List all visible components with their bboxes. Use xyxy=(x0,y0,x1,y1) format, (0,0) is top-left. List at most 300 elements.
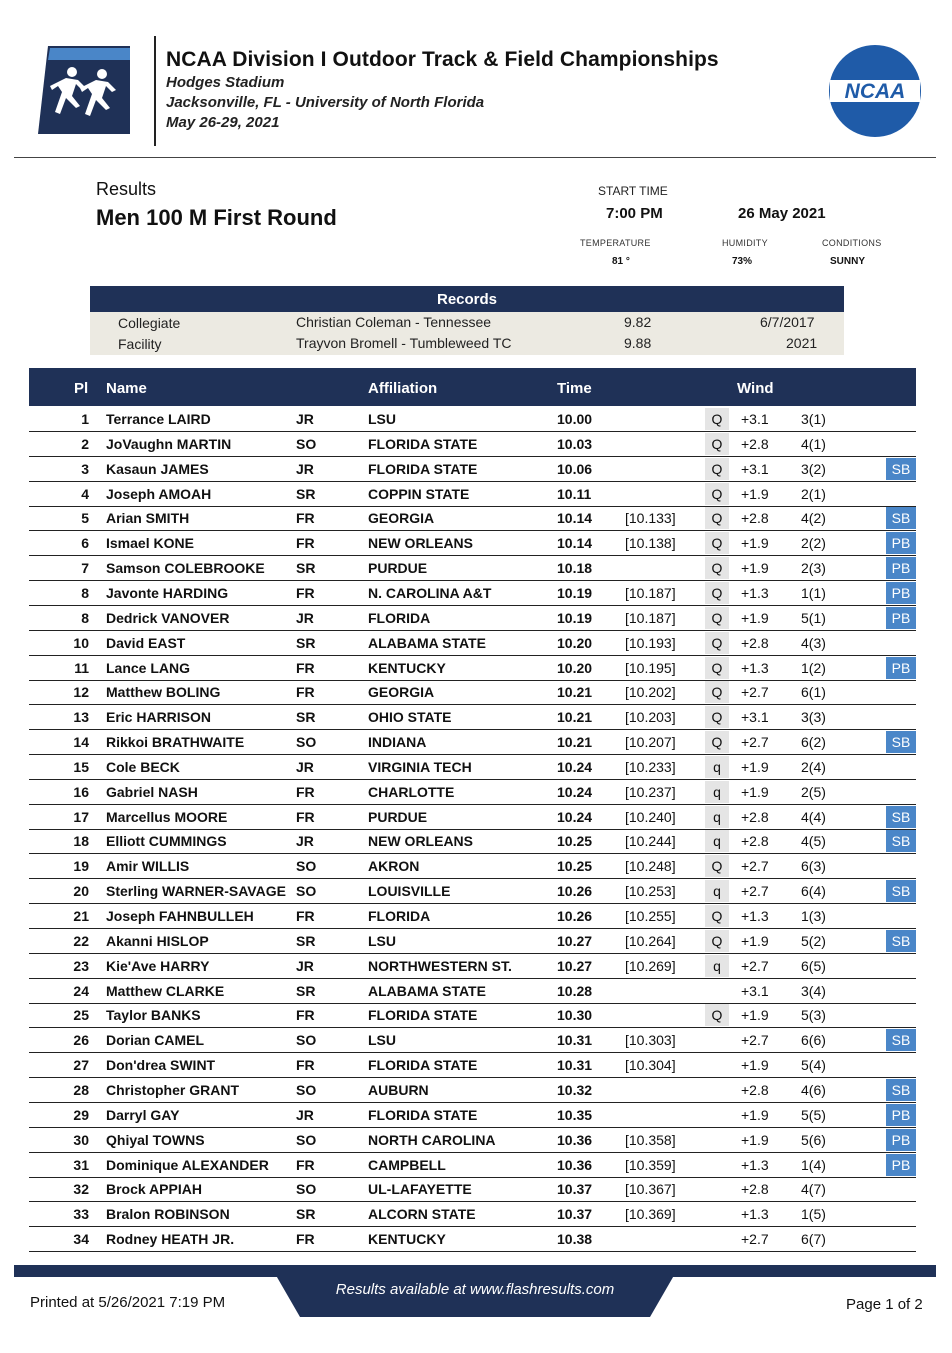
place: 5 xyxy=(81,510,89,527)
class-year: JR xyxy=(296,957,314,974)
raw-time: [10.304] xyxy=(625,1057,676,1074)
time: 10.25 xyxy=(557,833,593,850)
qualifier: q xyxy=(705,781,729,803)
time: 10.00 xyxy=(557,411,593,427)
record-badge: PB xyxy=(886,657,916,679)
class-year: FR xyxy=(296,1156,315,1173)
qualifier: Q xyxy=(705,632,729,654)
athlete-name: Dedrick VANOVER xyxy=(106,609,230,626)
table-row xyxy=(29,1177,916,1202)
class-year: SR xyxy=(296,634,316,651)
athlete-name: Akanni HISLOP xyxy=(106,932,209,949)
table-row xyxy=(29,780,916,805)
affiliation: NORTHWESTERN ST. xyxy=(368,957,512,974)
time: 10.30 xyxy=(557,1007,593,1024)
class-year: FR xyxy=(296,1007,315,1024)
heat-place: 4(7) xyxy=(801,1181,826,1198)
table-row xyxy=(29,1153,916,1178)
location: Jacksonville, FL - University of North Florida xyxy=(166,94,485,111)
time: 10.20 xyxy=(557,634,593,651)
time: 10.37 xyxy=(557,1181,593,1198)
place: 24 xyxy=(73,982,89,999)
wind: +2.7 xyxy=(741,858,769,875)
athlete-name: Christopher GRANT xyxy=(106,1081,239,1098)
place: 1 xyxy=(81,411,89,427)
wind: +1.9 xyxy=(741,758,769,775)
venue: Hodges Stadium xyxy=(166,74,285,91)
place: 21 xyxy=(73,908,89,924)
affiliation: FLORIDA STATE xyxy=(368,435,478,452)
place: 10 xyxy=(73,634,89,651)
record-badge: PB xyxy=(886,532,916,554)
wind: +1.3 xyxy=(741,908,769,924)
raw-time: [10.303] xyxy=(625,1032,676,1049)
wind: +1.9 xyxy=(741,1106,769,1123)
class-year: SR xyxy=(296,982,316,999)
table-row xyxy=(29,755,916,780)
raw-time: [10.359] xyxy=(625,1156,676,1173)
place: 22 xyxy=(73,932,89,949)
class-year: JR xyxy=(296,460,314,477)
place: 23 xyxy=(73,957,89,974)
affiliation: OHIO STATE xyxy=(368,709,452,726)
wind: +2.7 xyxy=(741,734,769,751)
raw-time: [10.195] xyxy=(625,659,676,676)
record-badge: SB xyxy=(886,880,916,902)
time: 10.32 xyxy=(557,1081,593,1098)
athlete-name: Qhiyal TOWNS xyxy=(106,1131,205,1148)
wind: +2.8 xyxy=(741,510,769,527)
affiliation: KENTUCKY xyxy=(368,659,446,676)
raw-time: [10.133] xyxy=(625,510,676,527)
heat-place: 5(3) xyxy=(801,1007,826,1024)
time: 10.14 xyxy=(557,510,593,527)
heat-place: 5(2) xyxy=(801,932,826,949)
affiliation: LOUISVILLE xyxy=(368,883,451,900)
results-link[interactable]: Results available at www.flashresults.com xyxy=(335,1281,615,1298)
raw-time: [10.202] xyxy=(625,684,676,701)
wind: +3.1 xyxy=(741,982,769,999)
raw-time: [10.187] xyxy=(625,584,676,601)
heat-place: 6(6) xyxy=(801,1032,826,1049)
wind: +1.9 xyxy=(741,485,769,502)
record-badge: SB xyxy=(886,731,916,753)
time: 10.38 xyxy=(557,1231,593,1248)
class-year: FR xyxy=(296,783,315,800)
wind: +2.7 xyxy=(741,1231,769,1248)
time: 10.20 xyxy=(557,659,593,676)
record-badge: SB xyxy=(886,930,916,952)
conditions-label: CONDITIONS xyxy=(822,238,882,248)
class-year: SR xyxy=(296,1206,316,1223)
wind: +1.9 xyxy=(741,783,769,800)
heat-place: 6(4) xyxy=(801,883,826,900)
affiliation: AKRON xyxy=(368,858,420,875)
qualifier: Q xyxy=(705,458,729,480)
athlete-name: Rikkoi BRATHWAITE xyxy=(106,734,245,751)
table-row xyxy=(29,879,916,904)
wind: +2.7 xyxy=(741,1032,769,1049)
affiliation: CAMPBELL xyxy=(368,1156,446,1173)
wind: +2.8 xyxy=(741,808,769,825)
place: 11 xyxy=(74,659,89,676)
athlete-name: Rodney HEATH JR. xyxy=(106,1231,235,1248)
place: 33 xyxy=(73,1206,89,1223)
affiliation: PURDUE xyxy=(368,560,428,577)
qualifier: q xyxy=(705,830,729,852)
record-holder: Christian Coleman - Tennessee xyxy=(296,314,492,330)
affiliation: ALABAMA STATE xyxy=(368,634,486,651)
wind: +1.3 xyxy=(741,584,769,601)
affiliation: FLORIDA STATE xyxy=(368,460,478,477)
col-time: Time xyxy=(557,380,592,397)
wind: +1.9 xyxy=(741,1007,769,1024)
table-row xyxy=(29,954,916,979)
affiliation: FLORIDA STATE xyxy=(368,1057,478,1074)
record-badge: PB xyxy=(886,607,916,629)
heat-place: 4(4) xyxy=(801,808,826,825)
table-row xyxy=(29,581,916,606)
humidity-label: HUMIDITY xyxy=(722,238,768,248)
record-badge: SB xyxy=(886,507,916,529)
wind: +2.7 xyxy=(741,684,769,701)
athlete-name: Eric HARRISON xyxy=(106,709,212,726)
record-badge: SB xyxy=(886,1029,916,1051)
athlete-name: David EAST xyxy=(106,634,186,651)
qualifier: Q xyxy=(705,483,729,505)
class-year: FR xyxy=(296,584,315,601)
heat-place: 4(2) xyxy=(801,510,826,527)
athlete-name: Javonte HARDING xyxy=(106,584,229,601)
affiliation: N. CAROLINA A&T xyxy=(368,584,492,601)
qualifier: Q xyxy=(705,408,729,430)
raw-time: [10.248] xyxy=(625,858,676,875)
class-year: SO xyxy=(296,1032,317,1049)
heat-place: 6(2) xyxy=(801,734,826,751)
ncaa-logo-text: NCAA xyxy=(844,80,906,103)
table-row xyxy=(29,1227,916,1252)
heat-place: 6(5) xyxy=(801,957,826,974)
table-row xyxy=(29,1003,916,1028)
affiliation: FLORIDA xyxy=(368,609,431,626)
affiliation: AUBURN xyxy=(368,1081,429,1098)
table-row xyxy=(29,432,916,457)
col-affiliation: Affiliation xyxy=(368,380,438,397)
affiliation: CHARLOTTE xyxy=(368,783,455,800)
table-row xyxy=(29,1103,916,1128)
athlete-name: Sterling WARNER-SAVAGE xyxy=(106,883,286,900)
athlete-name: Ismael KONE xyxy=(106,535,194,552)
record-badge: SB xyxy=(886,458,916,480)
class-year: SR xyxy=(296,932,316,949)
place: 14 xyxy=(73,734,89,751)
affiliation: FLORIDA xyxy=(368,908,431,924)
qualifier: Q xyxy=(705,532,729,554)
athlete-name: JoVaughn MARTIN xyxy=(106,435,232,452)
class-year: SO xyxy=(296,1081,317,1098)
time: 10.19 xyxy=(557,609,593,626)
time: 10.19 xyxy=(557,584,593,601)
wind: +2.7 xyxy=(741,957,769,974)
wind: +3.1 xyxy=(741,460,769,477)
affiliation: NORTH CAROLINA xyxy=(368,1131,496,1148)
class-year: SO xyxy=(296,435,317,452)
athlete-name: Terrance LAIRD xyxy=(106,411,211,427)
raw-time: [10.253] xyxy=(625,883,676,900)
time: 10.27 xyxy=(557,932,593,949)
class-year: FR xyxy=(296,684,315,701)
wind: +2.7 xyxy=(741,883,769,900)
printed-timestamp: Printed at 5/26/2021 7:19 PM xyxy=(30,1294,226,1311)
class-year: SO xyxy=(296,858,317,875)
raw-time: [10.269] xyxy=(625,957,676,974)
championship-title: NCAA Division I Outdoor Track & Field Championships xyxy=(166,48,719,71)
affiliation: GEORGIA xyxy=(368,684,435,701)
record-badge: PB xyxy=(886,582,916,604)
class-year: SR xyxy=(296,560,316,577)
time: 10.28 xyxy=(557,982,593,999)
header-divider xyxy=(154,36,156,146)
athlete-name: Amir WILLIS xyxy=(106,858,190,875)
place: 25 xyxy=(73,1007,89,1024)
class-year: FR xyxy=(296,1231,315,1248)
time: 10.36 xyxy=(557,1131,593,1148)
raw-time: [10.203] xyxy=(625,709,676,726)
table-row xyxy=(29,506,916,531)
qualifier: q xyxy=(705,880,729,902)
athlete-name: Joseph FAHNBULLEH xyxy=(106,908,254,924)
place: 28 xyxy=(73,1081,89,1098)
place: 16 xyxy=(73,783,89,800)
heat-place: 2(1) xyxy=(801,485,826,502)
affiliation: PURDUE xyxy=(368,808,428,825)
temperature-value: 81 ° xyxy=(612,256,630,267)
raw-time: [10.233] xyxy=(625,758,676,775)
affiliation: VIRGINIA TECH xyxy=(368,758,472,775)
time: 10.24 xyxy=(557,783,593,800)
athlete-name: Bralon ROBINSON xyxy=(106,1206,230,1223)
time: 10.18 xyxy=(557,560,593,577)
affiliation: NEW ORLEANS xyxy=(368,535,473,552)
dates: May 26-29, 2021 xyxy=(166,114,280,131)
race-name: Men 100 M First Round xyxy=(96,205,337,230)
time: 10.36 xyxy=(557,1156,593,1173)
table-row xyxy=(29,705,916,730)
heat-place: 4(3) xyxy=(801,634,826,651)
athlete-name: Kasaun JAMES xyxy=(106,460,209,477)
wind: +1.9 xyxy=(741,560,769,577)
place: 17 xyxy=(73,808,89,825)
class-year: JR xyxy=(296,758,314,775)
affiliation: COPPIN STATE xyxy=(368,485,470,502)
records-title: Records xyxy=(90,286,844,312)
wind: +2.8 xyxy=(741,1181,769,1198)
qualifier: Q xyxy=(705,681,729,703)
place: 7 xyxy=(81,560,89,577)
time: 10.31 xyxy=(557,1057,593,1074)
athlete-name: Kie'Ave HARRY xyxy=(106,957,210,974)
place: 2 xyxy=(81,435,89,452)
temperature-label: TEMPERATURE xyxy=(580,238,651,248)
class-year: FR xyxy=(296,535,315,552)
heat-place: 2(3) xyxy=(801,560,826,577)
col-wind: Wind xyxy=(737,380,774,397)
table-row xyxy=(29,730,916,755)
heat-place: 2(4) xyxy=(801,758,826,775)
place: 13 xyxy=(73,709,89,726)
heat-place: 2(5) xyxy=(801,783,826,800)
place: 34 xyxy=(73,1231,89,1248)
place: 4 xyxy=(81,485,89,502)
athlete-name: Matthew BOLING xyxy=(106,684,221,701)
place: 6 xyxy=(81,535,89,552)
time: 10.24 xyxy=(557,758,593,775)
time: 10.27 xyxy=(557,957,593,974)
place: 15 xyxy=(73,758,89,775)
time: 10.11 xyxy=(557,485,592,502)
class-year: SO xyxy=(296,1181,317,1198)
class-year: JR xyxy=(296,411,314,427)
table-row xyxy=(29,1078,916,1103)
table-row xyxy=(29,531,916,556)
qualifier: q xyxy=(705,806,729,828)
athlete-name: Elliott CUMMINGS xyxy=(106,833,227,850)
place: 26 xyxy=(73,1032,89,1049)
heat-place: 5(4) xyxy=(801,1057,826,1074)
record-badge: PB xyxy=(886,1129,916,1151)
table-row xyxy=(29,929,916,954)
qualifier: Q xyxy=(705,607,729,629)
place: 3 xyxy=(81,460,89,477)
place: 8 xyxy=(81,609,89,626)
wind: +2.8 xyxy=(741,1081,769,1098)
raw-time: [10.240] xyxy=(625,808,676,825)
results-table-header xyxy=(29,368,916,406)
time: 10.26 xyxy=(557,883,593,900)
raw-time: [10.244] xyxy=(625,833,676,850)
table-row xyxy=(29,1053,916,1078)
humidity-value: 73% xyxy=(732,256,753,267)
record-holder: Trayvon Bromell - Tumbleweed TC xyxy=(296,335,512,351)
class-year: SO xyxy=(296,734,317,751)
athlete-name: Samson COLEBROOKE xyxy=(106,560,265,577)
qualifier: Q xyxy=(705,657,729,679)
class-year: SR xyxy=(296,485,316,502)
record-badge: SB xyxy=(886,1079,916,1101)
record-badge: PB xyxy=(886,1104,916,1126)
table-row xyxy=(29,854,916,879)
place: 12 xyxy=(73,684,89,701)
heat-place: 5(1) xyxy=(801,609,826,626)
athlete-name: Arian SMITH xyxy=(106,510,190,527)
affiliation: ALCORN STATE xyxy=(368,1206,476,1223)
record-badge: SB xyxy=(886,806,916,828)
table-row xyxy=(29,606,916,631)
wind: +3.1 xyxy=(741,411,769,427)
athlete-name: Cole BECK xyxy=(106,758,180,775)
place: 20 xyxy=(73,883,89,900)
heat-place: 1(2) xyxy=(801,659,826,676)
wind: +1.3 xyxy=(741,1206,769,1223)
time: 10.37 xyxy=(557,1206,593,1223)
table-row xyxy=(29,805,916,830)
raw-time: [10.358] xyxy=(625,1131,676,1148)
qualifier: Q xyxy=(705,706,729,728)
raw-time: [10.264] xyxy=(625,932,676,949)
heat-place: 1(1) xyxy=(801,584,826,601)
affiliation: INDIANA xyxy=(368,734,427,751)
time: 10.35 xyxy=(557,1106,593,1123)
time: 10.21 xyxy=(557,734,593,751)
time: 10.03 xyxy=(557,435,593,452)
start-time: 7:00 PM xyxy=(606,205,663,222)
wind: +2.8 xyxy=(741,833,769,850)
wind: +1.9 xyxy=(741,1131,769,1148)
athlete-name: Dorian CAMEL xyxy=(106,1032,204,1049)
table-row xyxy=(29,829,916,854)
class-year: SR xyxy=(296,709,316,726)
record-type: Collegiate xyxy=(118,315,181,331)
athlete-name: Dominique ALEXANDER xyxy=(106,1156,269,1173)
heat-place: 5(5) xyxy=(801,1106,826,1123)
qualifier: Q xyxy=(705,557,729,579)
raw-time: [10.367] xyxy=(625,1181,676,1198)
class-year: FR xyxy=(296,659,315,676)
heat-place: 1(5) xyxy=(801,1206,826,1223)
heat-place: 2(2) xyxy=(801,535,826,552)
place: 31 xyxy=(73,1156,89,1173)
heat-place: 3(3) xyxy=(801,709,826,726)
time: 10.24 xyxy=(557,808,593,825)
qualifier: Q xyxy=(705,930,729,952)
place: 18 xyxy=(73,833,89,850)
raw-time: [10.193] xyxy=(625,634,676,651)
ncaa-logo xyxy=(828,44,922,138)
class-year: SO xyxy=(296,1131,317,1148)
athlete-name: Gabriel NASH xyxy=(106,783,198,800)
class-year: JR xyxy=(296,1106,314,1123)
heat-place: 4(1) xyxy=(801,435,826,452)
heat-place: 3(1) xyxy=(801,411,826,427)
place: 29 xyxy=(73,1106,89,1123)
table-row xyxy=(29,680,916,705)
raw-time: [10.369] xyxy=(625,1206,676,1223)
record-date: 6/7/2017 xyxy=(760,314,815,330)
athlete-name: Brock APPIAH xyxy=(106,1181,202,1198)
wind: +2.8 xyxy=(741,634,769,651)
heat-place: 4(6) xyxy=(801,1081,826,1098)
heat-place: 6(7) xyxy=(801,1231,826,1248)
wind: +1.3 xyxy=(741,1156,769,1173)
table-row xyxy=(29,482,916,507)
wind: +3.1 xyxy=(741,709,769,726)
time: 10.14 xyxy=(557,535,593,552)
raw-time: [10.187] xyxy=(625,609,676,626)
affiliation: GEORGIA xyxy=(368,510,435,527)
athlete-name: Taylor BANKS xyxy=(106,1007,201,1024)
heat-place: 6(1) xyxy=(801,684,826,701)
qualifier: q xyxy=(705,955,729,977)
record-mark: 9.88 xyxy=(624,335,652,351)
athlete-name: Marcellus MOORE xyxy=(106,808,228,825)
race-date: 26 May 2021 xyxy=(738,205,826,222)
wind: +1.9 xyxy=(741,535,769,552)
table-row xyxy=(29,457,916,482)
header-rule xyxy=(14,157,936,158)
affiliation: LSU xyxy=(368,932,396,949)
wind: +1.3 xyxy=(741,659,769,676)
athlete-name: Darryl GAY xyxy=(106,1106,180,1123)
